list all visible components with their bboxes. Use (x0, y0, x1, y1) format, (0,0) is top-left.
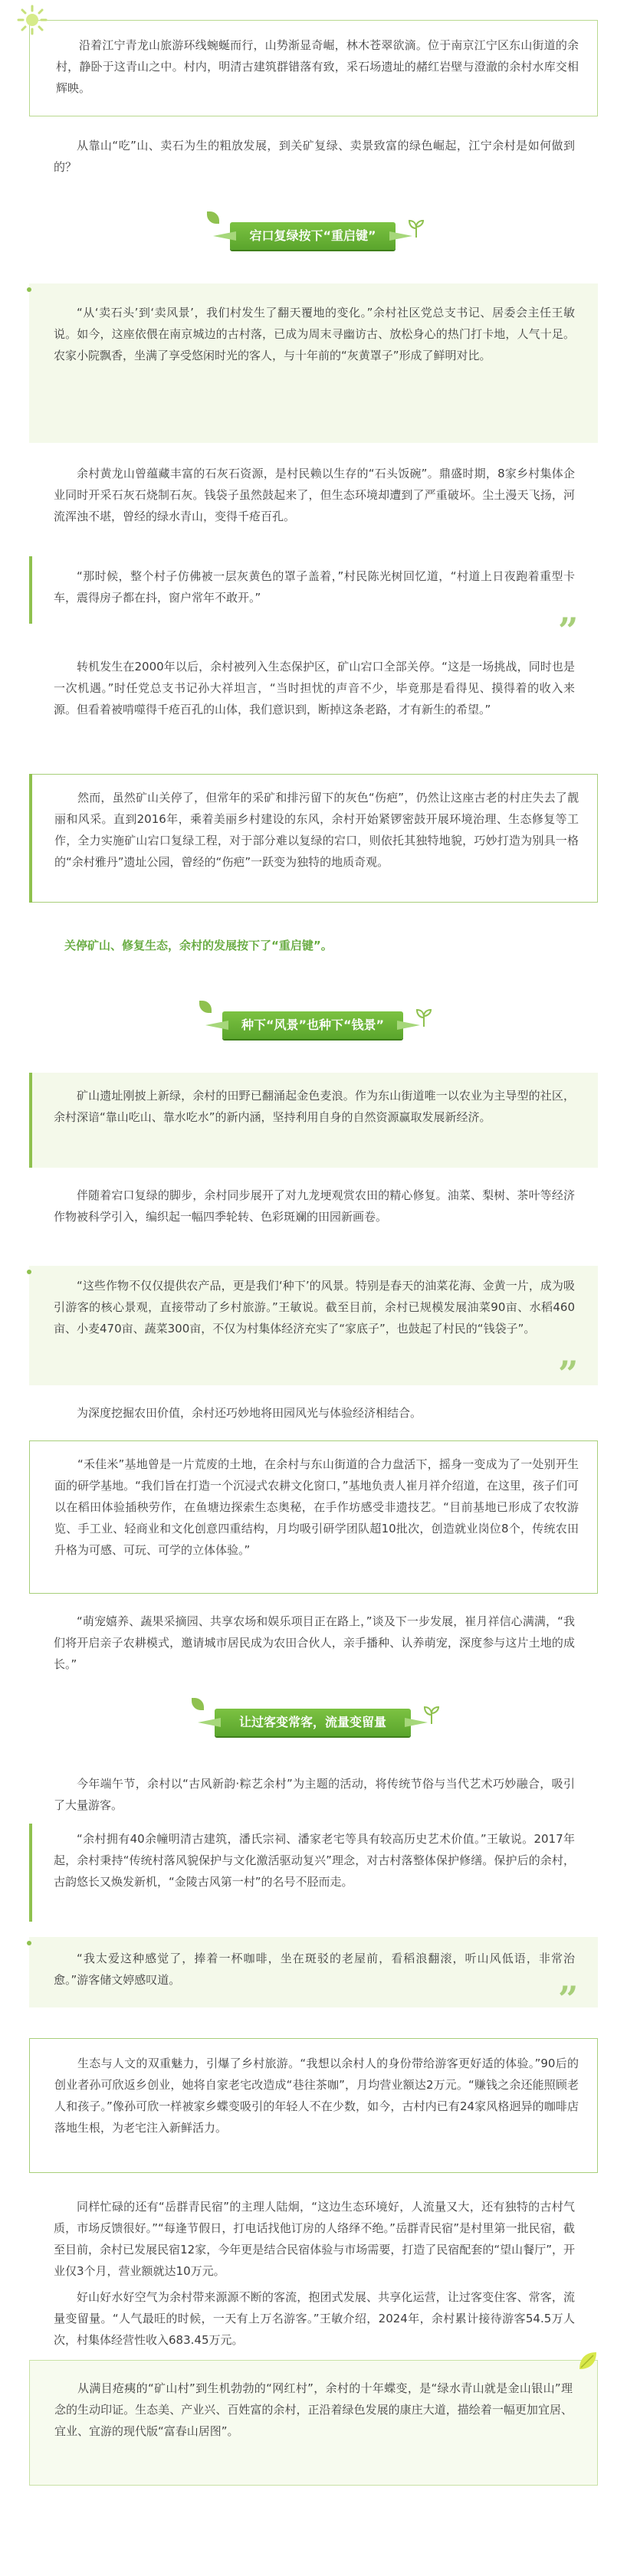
restoration-box (29, 774, 598, 903)
closing-text: 从满目疮痍的“矿山村”到生机勃勃的“网红村”，余村的十年蝶变，是“绿水青山就是金山银山”理念的生动印证。生态美、产业兴、百姓富的余村，正沿着绿色发展的康庄大道，描绘着一幅更加宜居、宜业、宜游的现代版“富春山居图”。 (54, 2381, 573, 2438)
panel-bar (29, 1073, 32, 1168)
paragraph-heritage: “余村拥有40余幢明清古建筑，潘氏宗祠、潘家老宅等具有较高历史艺术价值。”王敏说。2017年起，余村秉持“传统村落风貌保护与文化激活驱动复兴”理念，对古村落整体保护修缮。保护后的余村，古韵悠长又焕发新机，“金陵古风第一村”的名号不胫而走。 (54, 1832, 575, 1889)
leaf-icon (192, 1698, 204, 1710)
cafe-text: 生态与人文的双重魅力，引爆了乡村旅游。“我想以余村人的身份带给游客更好适的体验。”90后的创业者孙可欣返乡创业，她将自家老宅改造成“巷往茶咖”，月均营业额达2万元。“赚钱之余还能照顾老人和孩子。”像孙可欣一样被家乡蝶变吸引的年轻人不在少数，如今，古村内已有24家风格迥异的咖啡店落地生根，为老宅注入新鲜活力。 (54, 2057, 579, 2135)
section-heading-3 (215, 1709, 411, 1736)
panel-dot (27, 1270, 31, 1274)
intro-question: 从靠山“吃”山、卖石为生的粗放发展，到关矿复绿、卖景致富的绿色崛起，江宁余村是如何做到的？ (54, 139, 575, 174)
study-base-box (29, 1440, 598, 1594)
panel-dot (27, 287, 31, 292)
section1-emphasis: 关停矿山、修复生态，余村的发展按下了“重启键”。 (64, 939, 333, 952)
quote-2: “那时候，整个村子仿佛被一层灰黄色的罩子盖着，”村民陈光树回忆道，“村道上日夜跑着重型卡车，震得房子都在抖，窗户常年不敢开。” (54, 569, 575, 605)
restoration-text: 然而，虽然矿山关停了，但常年的采矿和排污留下的灰色“伤疤”，仍然让这座古老的村庄失去了靓丽和风采。直到2016年，乘着美丽乡村建设的东风，余村开始紧锣密鼓开展环境治理、生态修复等工作，全力实施矿山宕口复绿工程，对于部分难以复绿的宕口，则依托其独特地貌，巧妙打造为别具一格的“余村雅丹”遗址公园，曾经的“伤疤”一跃变为独特的地质奇观。 (54, 791, 579, 869)
paragraph-visitors: 好山好水好空气为余村带来源源不断的客流，抱团式发展、共享化运营，让过客变住客、常客，流量变留量。“人气最旺的时候，一天有上万名游客。”王敏介绍，2024年，余村累计接待游客54.5万人次，村集体经营性收入683.45万元。 (54, 2290, 575, 2347)
leaf-icon (199, 1001, 212, 1013)
paragraph-homestay: 同样忙碌的还有“岳群青民宿”的主理人陆炯，“这边生态环境好，人流量又大，还有独特的古村气质，市场反馈很好。”“每逢节假日，打电话找他订房的人络绎不绝。”岳群青民宿”是村里第一批民宿，截至目前，余村已发展民宿12家，今年更是结合民宿体验与市场需要，打造了民宿配套的“望山餐厅”，开业仅3个月，营业额就达10万元。 (54, 2200, 575, 2278)
panel-bar (29, 1824, 32, 1922)
paragraph-stone-history: 余村黄龙山曾蕴藏丰富的石灰石资源，是村民赖以生存的“石头饭碗”。鼎盛时期，8家乡村集体企业同时开采石灰石烧制石灰。钱袋子虽然鼓起来了，但生态环境却遭到了严重破坏。尘土漫天飞扬，河流浑浊不堪，曾经的绿水青山，变得千疮百孔。 (54, 467, 575, 523)
closing-box (29, 2360, 598, 2486)
quote-icon: ” (558, 610, 579, 651)
paragraph-farmland: 伴随着宕口复绿的脚步，余村同步展开了对九龙埂观赏农田的精心修复。油菜、梨树、茶叶等经济作物被科学引入，编织起一幅四季轮转、色彩斑斓的田园新画卷。 (54, 1188, 575, 1224)
section-heading-3-text: 让过客变常客，流量变留量 (238, 1715, 386, 1729)
quote-icon: ” (558, 1353, 579, 1395)
quote-bar (29, 556, 32, 624)
quote-4: “我太爱这种感觉了，捧着一杯咖啡，坐在斑驳的老屋前，看稻浪翻滚，听山风低语，非常治愈。”游客储文婷感叹道。 (54, 1952, 575, 1987)
farm-intro: 矿山遗址刚披上新绿，余村的田野已翻涌起金色麦浪。作为东山街道唯一以农业为主导型的社区，余村深谙“靠山吃山、靠水吃水”的新内涵，坚持利用自身的自然资源赢取发展新经济。 (54, 1089, 575, 1124)
leaf-icon (207, 211, 219, 224)
plant-icon (406, 218, 426, 238)
leaf-icon (576, 2349, 599, 2372)
intro-paragraph: 沿着江宁青龙山旅游环线蜿蜒而行，山势渐显奇崛，林木苍翠欲滴。位于南京江宁区东山街道的余村，静卧于这青山之中。村内，明清古建筑群错落有致，采石场遗址的赭红岩壁与澄澈的余村水库交相辉映。 (56, 38, 579, 95)
section-heading-1 (230, 222, 396, 250)
box-bar (29, 774, 32, 903)
section-heading-1-text: 宕口复绿按下“重启键” (249, 228, 376, 243)
plant-icon (414, 1007, 434, 1027)
paragraph-turning-point: 转机发生在2000年以后，余村被列入生态保护区，矿山宕口全部关停。“这是一场挑战，同时也是一次机遇。”时任党总支书记孙大祥坦言，“当时担忧的声音不少，毕竟那是看得见、摸得着的收入来源。但看着被啃噬得千疮百孔的山体，我们意识到，断掉这条老路，才有新生的希望。” (54, 660, 575, 716)
plant-icon (422, 1704, 442, 1724)
paragraph-dragon-boat: 今年端午节，余村以“古风新韵·粽艺余村”为主题的活动，将传统节俗与当代艺术巧妙融合，吸引了大量游客。 (54, 1777, 575, 1812)
intro-box (29, 20, 598, 116)
paragraph-experience: 为深度挖掘农田价值，余村还巧妙地将田园风光与体验经济相结合。 (77, 1406, 422, 1420)
study-base-text: “禾佳米”基地曾是一片荒废的土地，在余村与东山街道的合力盘活下，摇身一变成为了一处别开生面的研学基地。“我们旨在打造一个沉浸式农耕文化窗口，”基地负责人崔月祥介绍道，在这里，孩子们可以在稻田体验插秧劳作，在鱼塘边探索生态奥秘，在手作坊感受非遗技艺。“目前基地已形成了农牧游览、手工业、轻商业和文化创意四重结构，月均吸引研学团队超10批次，创造就业岗位8个，传统农田升格为可感、可玩、可学的立体体验。” (54, 1457, 579, 1557)
quote-1: “从‘卖石头’到‘卖风景’，我们村发生了翻天覆地的变化。”余村社区党总支书记、居委会主任王敏说。如今，这座依偎在南京城边的古村落，已成为周末寻幽访古、放松身心的热门打卡地，人气十足。农家小院飘香，坐满了享受悠闲时光的客人，与十年前的“灰黄罩子”形成了鲜明对比。 (54, 306, 575, 362)
sun-icon (17, 5, 48, 35)
panel-dot (27, 1941, 31, 1945)
quote-3: “这些作物不仅仅提供农产品，更是我们‘种下’的风景。特别是春天的油菜花海、金黄一片，成为吸引游客的核心景观，直接带动了乡村旅游。”王敏说。截至目前，余村已规模发展油菜90亩、水稻460亩、小麦470亩、蔬菜300亩，不仅为村集体经济充实了“家底子”，也鼓起了村民的“钱袋子”。 (54, 1279, 575, 1336)
section-heading-2-text: 种下“风景”也种下“钱景” (241, 1018, 385, 1032)
paragraph-next-steps: “萌宠嬉养、蔬果采摘园、共享农场和娱乐项目正在路上，”谈及下一步发展，崔月祥信心满满，“我们将开启亲子农耕模式，邀请城市居民成为农田合伙人，亲手播种、认养萌宠，深度参与这片土地的成长。” (54, 1614, 575, 1671)
section-heading-2 (222, 1011, 403, 1039)
cafe-box (29, 2038, 598, 2173)
quote-icon: ” (558, 1978, 579, 2020)
